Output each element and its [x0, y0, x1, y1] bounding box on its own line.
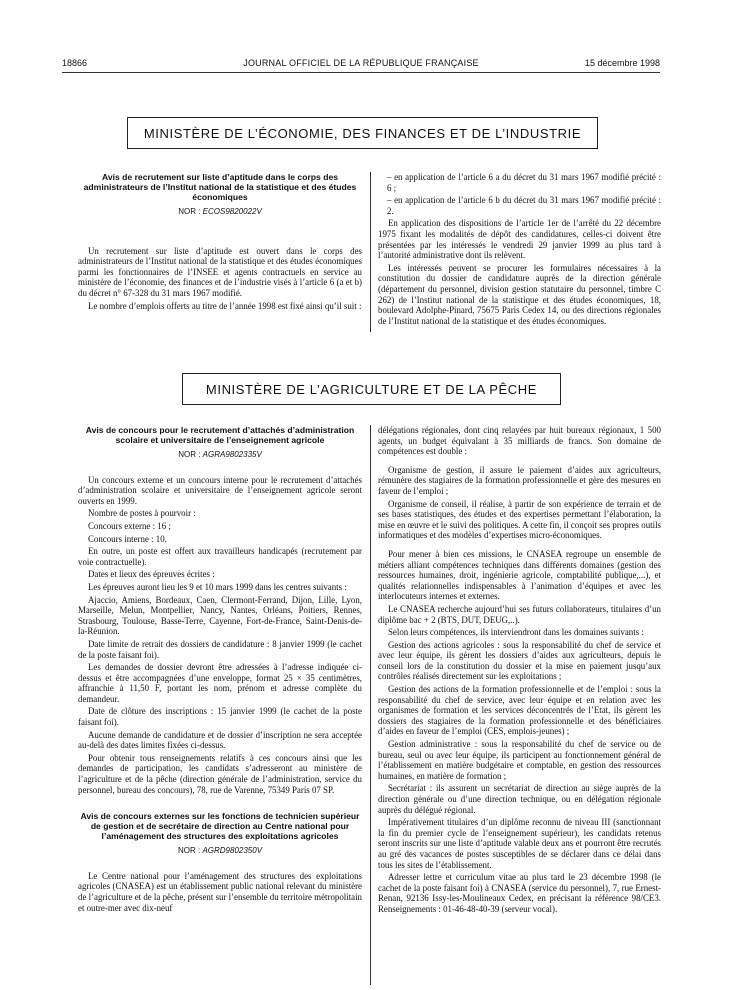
ministry-box-economy: [127, 117, 598, 149]
page-header: [62, 58, 660, 72]
paragraph: Organisme de conseil, il réalise, à partir de son expérience de terrain et de ses bases statistiques, des études et des expertises permettant l’élaboration, la mise en œuvre et le suivi des politiques. A cette fin, il conçoit ses propres outils informatiques et des modèles d’expertises micro-économiques.: [378, 498, 661, 541]
paragraph: Le nombre d’emplois offerts au titre de l’année 1998 est fixé ainsi qu’il suit :: [88, 300, 362, 311]
nor-code: ECOS9820022V: [202, 207, 262, 216]
page-number: 18866: [62, 58, 88, 68]
paragraph: Nombre de postes à pourvoir :: [88, 508, 196, 519]
paragraph: Selon leurs compétences, ils interviendront dans les domaines suivants :: [388, 627, 644, 638]
paragraph: Date limite de retrait des dossiers de candidature : 8 janvier 1999 (le cachet de la poste faisant foi).: [78, 638, 362, 660]
section2-right-column: [378, 425, 661, 917]
nor-code: AGRA9802335V: [202, 450, 262, 459]
journal-title: JOURNAL OFFICIEL DE LA RÉPUBLIQUE FRANÇAISE: [243, 58, 479, 68]
column-divider: [370, 425, 371, 985]
paragraph: En application des dispositions de l’article 1er de l’arrêté du 22 décembre 1975 fixant les modalités de dépôt des candidatures, celles-ci doivent être présentées par les intéressés le vendredi 29 janvier 1999 au plus tard à l’autorité administrative dont ils relèvent.: [378, 218, 661, 261]
paragraph: Ajaccio, Amiens, Bordeaux, Caen, Clermont-Ferrand, Dijon, Lille, Lyon, Marseille, Melun, Montpellier, Nancy, Nantes, Orléans, Poitiers, Rennes, Strasbourg, Toulouse, Basse-Terre, Cayenne, Fort-de-France, Saint-Denis-de-la-Réunion.: [78, 594, 362, 637]
paragraph: Un concours externe et un concours interne pour le recrutement d’attachés d’administration scolaire et universitaire de l’enseignement agricole seront ouverts en 1999.: [78, 474, 362, 506]
column-divider: [370, 172, 371, 332]
section1-left-column: [78, 172, 362, 313]
paragraph: Aucune demande de candidature et de dossier d’inscription ne sera acceptée au-delà des dates limites fixées ci-dessus.: [78, 729, 362, 751]
paragraph: Organisme de gestion, il assure le paiement d’aides aux agriculteurs, rémunère des stagiaires de la formation professionnelle et gère des mesures en faveur de l’emploi ;: [378, 464, 661, 496]
paragraph: délégations régionales, dont cinq relayées par huit bureaux régionaux, 1 500 agents, un budget équivalant à 35 milliards de francs. Son domaine de compétences est double :: [378, 425, 661, 457]
nor-reference: [78, 846, 362, 857]
paragraph: Impérativement titulaires d’un diplôme reconnu de niveau III (sanctionnant la fin du premier cycle de l’enseignement supérieur), les candidats retenus seront inscrits sur une liste d’aptitude valable deux ans et pourront être recrutés au gré des vacances de postes susceptibles de se déclarer dans ce délai dans tous les sites de l’établissement.: [378, 817, 661, 870]
nor-reference: [78, 450, 362, 461]
notice-title: Avis de concours externes sur les fonctions de technicien supérieur de gestion et de secrétaire de direction au Centre national pour l’aménagement des structures des exploitations agricoles: [80, 811, 360, 842]
paragraph: Dates et lieux des épreuves écrites :: [88, 569, 215, 580]
nor-label: NOR :: [178, 450, 201, 459]
paragraph: Les demandes de dossier devront être adressées à l’adresse indiquée ci-dessus et être accompagnées d’une enveloppe, format 25 × 35 centimètres, affranchie à 11,50 F, portant les nom, prénom et adresse complète du demandeur.: [78, 662, 362, 704]
list-item: – en application de l’article 6 b du décret du 31 mars 1967 modifié précité : 2.: [387, 195, 661, 216]
paragraph: Concours externe : 16 ;: [88, 520, 171, 531]
paragraph: Les épreuves auront lieu les 9 et 10 mars 1999 dans les centres suivants :: [88, 581, 347, 592]
paragraph: Gestion administrative : sous la responsabilité du chef de service ou de bureau, seul ou avec leur équipe, ils participent au fonctionnement général de l’établissement en matière budgétaire et comptable, en gestion des ressources humaines, en matière de formation ;: [378, 739, 661, 781]
nor-reference: [78, 207, 362, 218]
paragraph: En outre, un poste est offert aux travailleurs handicapés (recrutement par voie contractuelle).: [78, 546, 362, 567]
paragraph: Pour obtenir tous renseignements relatifs à ces concours ainsi que les demandes de participation, les candidats s’adresseront au ministère de l’agriculture et de la pêche (direction générale de l’administration, service du personnel, bureau des concours), 78, rue de Varenne, 75349 Paris 07 SP.: [78, 752, 362, 795]
ministry-name: MINISTÈRE DE L’AGRICULTURE ET DE LA PÊCHE: [205, 381, 538, 397]
section2-left-column: [78, 425, 362, 915]
header-rule: [62, 72, 660, 73]
paragraph: Adresser lettre et curriculum vitae au plus tard le 23 décembre 1998 (le cachet de la poste faisant foi) à CNASEA (service du personnel), 7, rue Ernest-Renan, 92136 Issy-les-Moulineaux Cedex, en précisant la référence 98/CE3. Renseignements : 01-46-48-40-39 (serveur vocal).: [378, 872, 661, 914]
notice-title: Avis de concours pour le recrutement d’attachés d’administration scolaire et universitaire de l’enseignement agricole: [85, 425, 355, 445]
paragraph: Date de clôture des inscriptions : 15 janvier 1999 (le cachet de la poste faisant foi).: [78, 706, 362, 728]
paragraph: Un recrutement sur liste d’aptitude est ouvert dans le corps des administrateurs de l’Institut national de la statistique et des études économiques parmi les fonctionnaires de l’INSEE et agents contractuels en service au ministère de l’économie, des finances et de l’industrie visés à l’article 6 (a et b) du décret n° 67-328 du 31 mars 1967 modifié.: [78, 245, 362, 298]
nor-label: NOR :: [178, 207, 201, 216]
ministry-name: MINISTÈRE DE L’ÉCONOMIE, DES FINANCES ET DE L’INDUSTRIE: [143, 125, 582, 141]
notice-title: Avis de recrutement sur liste d’aptitude dans le corps des administrateurs de l’Institut national de la statistique et des études économiques: [83, 172, 357, 202]
ministry-box-agriculture: [182, 373, 561, 405]
paragraph: Le Centre national pour l’aménagement des structures des exploitations agricoles (CNASEA) est un établissement public national relevant du ministère de l’agriculture et de la pêche, présent sur l’ensemble du territoire métropolitain et outre-mer avec dix-neuf: [78, 870, 362, 913]
paragraph: Concours interne : 10.: [88, 533, 167, 544]
paragraph: Gestion des actions agricoles : sous la responsabilité du chef de service et avec leur équipe, ils gèrent les dossiers d’aides aux agriculteurs, depuis le conseil lors de la constitution du dossier et la mise en paiement jusqu’aux contrôles réalisés directement sur les exploitations ;: [378, 639, 661, 682]
paragraph: Secrétariat : ils assurent un secrétariat de direction au siège auprès de la direction générale ou d’une direction technique, ou en délégation régionale auprès du délégué régional.: [378, 783, 661, 815]
paragraph: Pour mener à bien ces missions, le CNASEA regroupe un ensemble de métiers alliant compétences techniques dans différents domaines (gestion des ressources humaines, droit, ingénierie agricole, comptabilité publique,...), et qualités relationnelles indispensables à l’animation d’équipes et avec les interlocuteurs internes et externes.: [378, 548, 661, 602]
issue-date: 15 décembre 1998: [584, 58, 660, 68]
list-item: – en application de l’article 6 a du décret du 31 mars 1967 modifié précité : 6 ;: [387, 172, 661, 193]
section1-right-column: [378, 172, 661, 328]
paragraph: Gestion des actions de la formation professionnelle et de l’emploi : sous la responsabilité du chef de service, avec leur équipe et en relation avec les organismes de formation et les services déconcentrés de l’Etat, ils gèrent les dossiers des stagiaires de la formation professionnelle et des bénéficiaires d’aides en faveur de l’emploi (CES, emplois-jeunes) ;: [378, 684, 661, 737]
nor-label: NOR :: [177, 846, 201, 856]
paragraph: Le CNASEA recherche aujourd’hui ses futurs collaborateurs, titulaires d’un diplôme bac + 2 (BTS, DUT, DEUG,..).: [378, 603, 661, 625]
paragraph: Les intéressés peuvent se procurer les formulaires nécessaires à la constitution du dossier de candidature auprès de la direction générale (département du personnel, division gestion statutaire du personnel, timbre C 262) de l’Institut national de la statistique et des études économiques, 18, boulevard Adolphe-Pinard, 75675 Paris Cedex 14, ou des directions régionales de l’Institut national de la statistique et des études économiques.: [378, 262, 661, 326]
nor-code: AGRD9802350V: [202, 846, 263, 856]
